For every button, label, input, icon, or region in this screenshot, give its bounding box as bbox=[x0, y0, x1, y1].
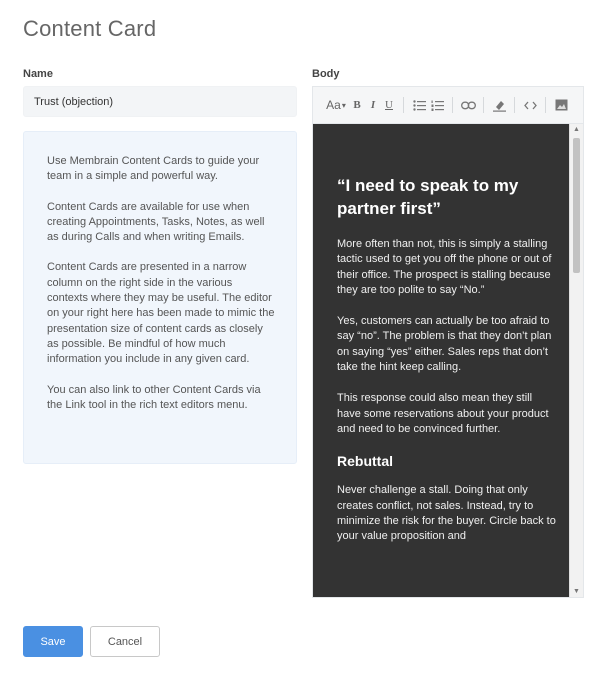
toolbar-divider bbox=[403, 97, 404, 113]
underline-icon[interactable]: U bbox=[385, 99, 393, 111]
content-paragraph: Yes, customers can actually be too afraid to say “no”. The problem is that they don’t plan on saying “yes” either. Sales reps that don’t take the hint keep calling. bbox=[337, 315, 552, 374]
link-icon[interactable] bbox=[459, 94, 477, 116]
info-paragraph: Content Cards are available for use when creating Appointments, Tasks, Notes, as well as during Calls and when writing Emails. bbox=[47, 200, 265, 244]
image-icon[interactable] bbox=[552, 94, 570, 116]
editor-scrollbar[interactable] bbox=[569, 124, 583, 597]
content-paragraph: Never challenge a stall. Doing that only creates conflict, not sales. Instead, try to minimize the risk for the buyer. Circle back to your value proposition and bbox=[337, 484, 556, 543]
body-label: Body bbox=[312, 68, 340, 80]
editor-toolbar bbox=[313, 87, 583, 124]
scroll-thumb[interactable] bbox=[573, 138, 580, 273]
info-paragraph: Use Membrain Content Cards to guide your team in a simple and powerful way. bbox=[47, 155, 260, 183]
info-paragraph: Content Cards are presented in a narrow column on the right side in the various contexts where they may be useful. The editor on your right here has been made to mimic the presentation size of content cards as closely as possible. Be mindful of how much information you include in any given card. bbox=[47, 261, 275, 366]
page-title: Content Card bbox=[23, 16, 157, 41]
code-icon[interactable] bbox=[521, 94, 539, 116]
bold-icon[interactable]: B bbox=[353, 99, 361, 111]
editor-content[interactable] bbox=[313, 124, 571, 597]
name-input[interactable] bbox=[23, 86, 297, 117]
content-subheading: Rebuttal bbox=[337, 453, 393, 470]
italic-icon[interactable]: I bbox=[370, 99, 376, 111]
name-label: Name bbox=[23, 68, 53, 80]
scroll-up-arrow-icon[interactable]: ▲ bbox=[573, 126, 580, 133]
toolbar-divider bbox=[514, 97, 515, 113]
cancel-button[interactable]: Cancel bbox=[90, 626, 160, 657]
scroll-down-arrow-icon[interactable]: ▼ bbox=[573, 588, 580, 595]
numbered-list-icon[interactable] bbox=[428, 94, 446, 116]
toolbar-divider bbox=[483, 97, 484, 113]
info-paragraph: You can also link to other Content Cards via the Link tool in the rich text editors menu. bbox=[47, 383, 261, 411]
content-paragraph: This response could also mean they still have some reservations about your product and need to be convinced further. bbox=[337, 392, 549, 435]
bulleted-list-icon[interactable] bbox=[410, 94, 428, 116]
info-panel bbox=[23, 131, 297, 464]
toolbar-divider bbox=[452, 97, 453, 113]
save-button[interactable]: Save bbox=[23, 626, 83, 657]
content-heading: “I need to speak to my partner first” bbox=[337, 176, 519, 218]
toolbar-divider bbox=[545, 97, 546, 113]
rich-text-editor bbox=[312, 86, 584, 598]
font-size-icon[interactable]: Aa ▾ bbox=[326, 98, 346, 112]
content-paragraph: More often than not, this is simply a stalling tactic used to get you off the phone or out of their office. The prospect is stalling because they are too polite to say “No.” bbox=[337, 238, 552, 296]
clear-format-icon[interactable] bbox=[490, 94, 508, 116]
